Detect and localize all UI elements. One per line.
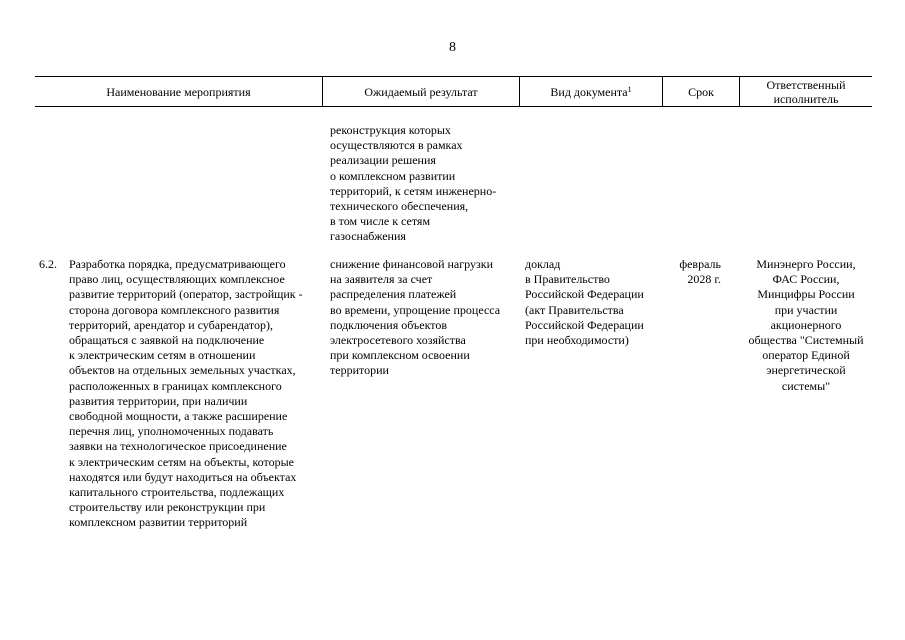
header-col-doc-label [550, 85, 631, 99]
text-line: реализации решения [330, 153, 436, 168]
text-line: Российской Федерации [525, 287, 644, 302]
text-line: объектов на отдельных земельных участках, [69, 363, 296, 378]
header-col-name [35, 76, 322, 107]
text-line: ФАС России, [772, 272, 840, 287]
text-line: развития территории, при наличии [69, 393, 248, 408]
header-col-doc-text: Вид документа [550, 84, 628, 99]
header-col-responsible-line1: Ответственный [766, 77, 846, 92]
text-line: на заявителя за счет [330, 272, 433, 287]
text-line: подключения объектов [330, 317, 447, 332]
text-line: при комплексном освоении [330, 348, 470, 363]
text-line: Российской Федерации [525, 317, 644, 332]
text-line: Разработка порядка, предусматривающего [69, 257, 286, 271]
text-line: капитального строительства, подлежащих [69, 485, 285, 500]
text-line: находятся или будут находиться на объектах [69, 469, 297, 484]
row-number: 6.2. [39, 257, 57, 271]
text-line: право лиц, осуществляющих комплексное [69, 272, 285, 287]
text-line: общества "Системный [748, 333, 864, 348]
text-line: системы" [781, 378, 831, 393]
text-line: оператор Единой [762, 348, 850, 363]
text-line: распределения платежей [330, 287, 457, 302]
header-col-term [663, 76, 739, 107]
page-number: 8 [449, 40, 456, 55]
text-line: во времени, упрощение процесса [330, 302, 501, 317]
text-line: снижение финансовой нагрузки [330, 257, 494, 271]
header-col-responsible-line2: исполнитель [773, 91, 839, 106]
text-line: электросетевого хозяйства [330, 333, 466, 348]
text-line: территорий, к сетям инженерно- [330, 183, 497, 198]
text-line: февраль [679, 257, 721, 271]
header-col-term-label: Срок [688, 84, 714, 99]
text-line: развитие территорий (оператор, застройщик - [69, 287, 303, 302]
text-line: в Правительство [525, 272, 610, 287]
text-line: о комплексном развитии [330, 168, 456, 183]
row-result-cell [330, 257, 520, 379]
text-line: в том числе к сетям [330, 214, 431, 229]
text-line: акционерного [770, 317, 842, 332]
row-name-cell [69, 257, 321, 531]
text-line: (акт Правительства [525, 302, 624, 317]
row-term-cell [663, 257, 721, 287]
text-line: осуществляются в рамках [330, 138, 463, 153]
text-line: при участии [774, 302, 838, 317]
header-col-result-label: Ожидаемый результат [364, 84, 478, 99]
header-col-result [323, 76, 519, 107]
header-col-doc [520, 76, 662, 107]
text-line: реконструкция которых [330, 123, 451, 137]
text-line: перечня лиц, уполномоченных подавать [69, 424, 274, 439]
footnote-marker: 1 [627, 84, 632, 94]
text-line: к электрическим сетям в отношении [69, 348, 256, 363]
text-line: комплексном развитии территорий [69, 515, 248, 530]
text-line: технического обеспечения, [330, 199, 469, 214]
text-line: территории [330, 363, 389, 378]
text-line: к электрическим сетям на объекты, которые [69, 454, 294, 469]
header-col-responsible [740, 76, 872, 107]
text-line: энергетической [766, 363, 846, 378]
text-line: доклад [525, 257, 561, 271]
row-responsible-cell [740, 257, 872, 394]
text-line: обращаться с заявкой на подключение [69, 333, 265, 348]
text-line: свободной мощности, а также расширение [69, 409, 288, 424]
text-line: 2028 г. [687, 272, 721, 287]
row-document-cell [525, 257, 662, 348]
text-line: расположенных в границах комплексного [69, 378, 282, 393]
text-line: строительству или реконструкции при [69, 500, 266, 515]
text-line: Минцифры России [757, 287, 855, 302]
text-line: Минэнерго России, [756, 257, 856, 271]
text-line: территорий, арендатор и субарендатор), [69, 317, 274, 332]
header-col-name-label: Наименование мероприятия [106, 84, 251, 99]
text-line: заявки на технологическое присоединение [69, 439, 287, 454]
continuation-result-cell [330, 123, 520, 245]
text-line: сторона договора комплексного развития [69, 302, 280, 317]
text-line: при необходимости) [525, 333, 629, 348]
text-line: газоснабжения [330, 229, 406, 244]
